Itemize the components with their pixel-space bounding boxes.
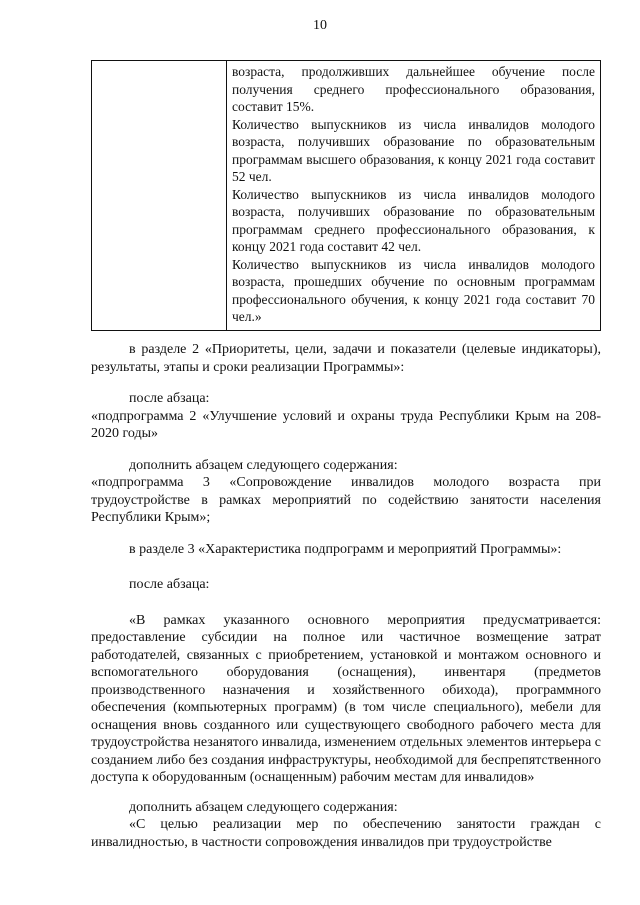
continuation-table [91,60,601,331]
paragraph: дополнить абзацем следующего содержания: [129,799,398,815]
paragraph: после абзаца: [129,391,210,406]
table-cell-empty [92,61,227,331]
paragraph: «С целью реализации мер по обеспечению занятости граждан с инвалидностью, в частности сопровождения инвалидов при трудоустройстве [91,817,601,850]
paragraph: дополнить абзацем следующего содержания: [129,457,398,473]
paragraph: «В рамках указанного основного мероприятия предусматривается: предоставление субсидии на полное или частичное возмещение затрат работодателей, связанных с приобретением, установкой и монтажом основного и вспомогательного оборудования (оснащения), инвентаря (предметов производственного назначения и хозяйственного обихода), программного обеспечения (компьютерных программ) (в том числе специального), мебели для оснащения вновь созданного или существующего свободного рабочего места для трудоустройства незанятого инвалида, изменением отдельных элементов интерьера с созданием либо без создания инфраструктуры, необходимой для беспрепятственного доступа к оборудованным (оснащенным) рабочим местам для инвалидов» [91,612,601,785]
paragraph: «подпрограмма 3 «Сопровождение инвалидов молодого возраста при трудоустройстве в рамках мероприятий по содействию занятости населения Республики Крым»; [91,475,601,525]
document-body [91,341,601,851]
paragraph: «подпрограмма 2 «Улучшение условий и охраны труда Республики Крым на 208-2020 годы» [91,408,601,441]
table-paragraph: возраста, продолживших дальнейшее обучение после получения среднего профессионального образования, составит 15%. [232,64,595,114]
paragraph: в разделе 2 «Приоритеты, цели, задачи и показатели (целевые индикаторы), результаты, этапы и сроки реализации Программы»: [91,342,601,375]
table-paragraph: Количество выпускников из числа инвалидов молодого возраста, прошедших обучение по основным программам профессионального обучения, к концу 2021 года составит 70 чел.» [232,256,595,324]
page-number: 10 [313,18,327,33]
table-paragraph: Количество выпускников из числа инвалидов молодого возраста, получивших образование по образовательным программам среднего профессионального образования, к концу 2021 года составит 42 чел. [232,186,595,254]
table-cell-text [227,61,601,331]
table-paragraph: Количество выпускников из числа инвалидов молодого возраста, получивших образование по образовательным программам высшего образования, к концу 2021 года составит 52 чел. [232,116,595,184]
paragraph: после абзаца: [129,577,210,592]
paragraph: в разделе 3 «Характеристика подпрограмм и мероприятий Программы»: [129,541,562,557]
table-row [92,61,601,331]
